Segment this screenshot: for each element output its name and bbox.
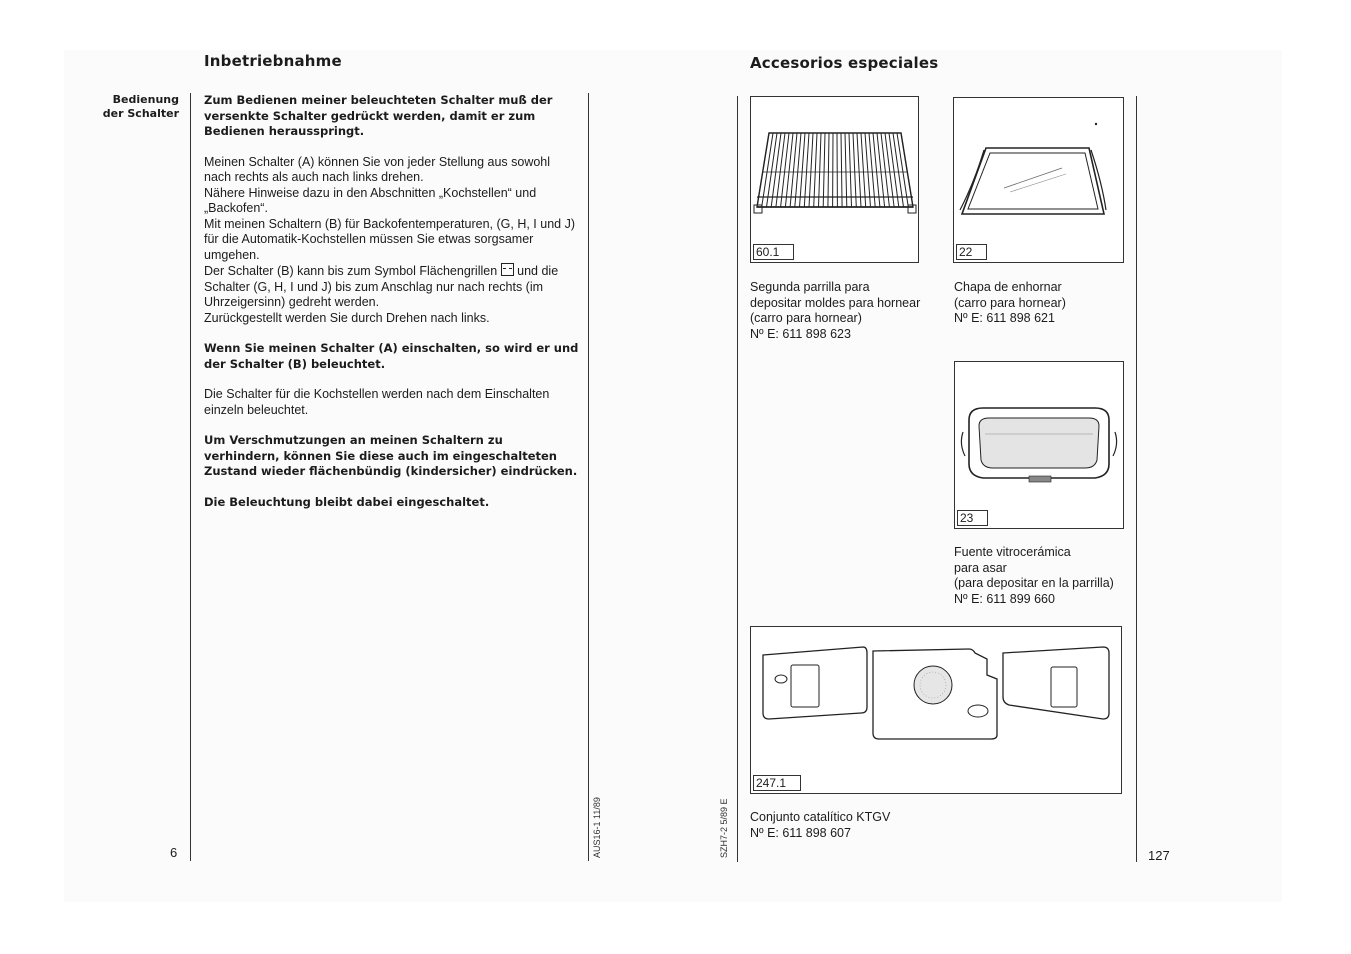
side-heading-line-1: Bedienung bbox=[112, 93, 179, 106]
caption-rack-line-1: Segunda parrilla para bbox=[750, 280, 870, 294]
caption-catalytic-line-2: Nº E: 611 898 607 bbox=[750, 825, 851, 840]
caption-dish-line-3: (para depositar en la parrilla) bbox=[954, 576, 1114, 590]
ceramic-dish-illustration bbox=[955, 362, 1123, 528]
right-right-rule bbox=[1136, 96, 1137, 862]
caption-catalytic-set bbox=[750, 810, 890, 841]
caption-tray-line-3: Nº E: 611 898 621 bbox=[954, 311, 1055, 325]
baking-tray-illustration bbox=[954, 98, 1123, 262]
paragraph-6: Die Schalter für die Kochstellen werden nach dem Einschalten einzeln beleuchtet. bbox=[204, 387, 550, 417]
right-page-number: 127 bbox=[1148, 848, 1170, 863]
caption-tray-line-2: (carro para hornear) bbox=[954, 295, 1066, 310]
caption-catalytic-line-1: Conjunto catalítico KTGV bbox=[750, 810, 891, 824]
caption-tray bbox=[954, 280, 1066, 327]
paragraph-4 bbox=[204, 263, 580, 311]
right-doc-code: SZH7-2 5/89 E bbox=[719, 798, 729, 858]
caption-rack-line-4: Nº E: 611 898 623 bbox=[750, 326, 851, 341]
caption-tray-line-1: Chapa de enhornar bbox=[954, 280, 1062, 294]
paragraph-2: Nähere Hinweise dazu in den Abschnitten „Kochstellen“ und „Backofen“. bbox=[204, 185, 537, 215]
left-page-number: 6 bbox=[170, 845, 178, 860]
paragraph-4a: Der Schalter (B) kann bis zum Symbol Flächengrillen bbox=[204, 264, 498, 278]
left-body bbox=[204, 93, 580, 510]
left-doc-code: AUS16-1 11/89 bbox=[592, 797, 602, 858]
caption-dish-line-1: Fuente vitrocerámica bbox=[954, 545, 1071, 559]
bold-paragraph-3: Um Verschmutzungen an meinen Schaltern zu verhindern, können Sie diese auch im eingeschalteten Zustand wieder flächenbündig (kindersicher) eindrücken. bbox=[204, 433, 578, 478]
bold-paragraph-4: Die Beleuchtung bleibt dabei eingeschaltet. bbox=[204, 494, 490, 509]
intro-bold: Zum Bedienen meiner beleuchteten Schalter muß der versenkte Schalter gedrückt werden, damit er zum Bedienen herausspringt. bbox=[204, 93, 553, 138]
paragraph-5: Zurückgestellt werden Sie durch Drehen nach links. bbox=[204, 310, 490, 325]
side-heading-line-2: der Schalter bbox=[102, 107, 179, 120]
caption-rack-line-3: (carro para hornear) bbox=[750, 311, 862, 325]
figure-catalytic-set bbox=[750, 626, 1122, 794]
caption-rack bbox=[750, 280, 920, 342]
right-margin-rule bbox=[737, 96, 738, 862]
figure-tray bbox=[953, 97, 1124, 263]
catalytic-panels-illustration bbox=[751, 627, 1121, 793]
figure-label-247-1: 247.1 bbox=[753, 775, 801, 791]
caption-dish-line-4: Nº E: 611 899 660 bbox=[954, 591, 1055, 606]
oven-rack-illustration bbox=[751, 97, 918, 262]
bold-paragraph-2: Wenn Sie meinen Schalter (A) einschalten, so wird er und der Schalter (B) beleuchtet. bbox=[204, 341, 579, 371]
caption-dish bbox=[954, 545, 1114, 607]
figure-rack bbox=[750, 96, 919, 263]
figure-dish bbox=[954, 361, 1124, 529]
caption-dish-line-2: para asar bbox=[954, 560, 1007, 575]
paragraph-4b: und die Schalter (G, H, I und J) bis zum Anschlag nur nach rechts (im Uhrzeigersinn) gedreht werden. bbox=[204, 264, 559, 309]
left-margin-rule bbox=[190, 93, 191, 861]
paragraph-3: Mit meinen Schaltern (B) für Backofentemperaturen, (G, H, I und J) für die Automatik-Kochstellen müssen Sie etwas sorgsamer umgehen. bbox=[204, 216, 575, 262]
paragraph-1: Meinen Schalter (A) können Sie von jeder Stellung aus sowohl nach rechts als auch nach links drehen. bbox=[204, 154, 551, 184]
right-page-title: Accesorios especiales bbox=[750, 54, 939, 72]
side-heading bbox=[80, 93, 179, 121]
figure-label-22: 22 bbox=[956, 244, 987, 260]
figure-label-23: 23 bbox=[957, 510, 988, 526]
left-right-rule bbox=[588, 93, 589, 861]
grill-symbol-icon bbox=[501, 263, 514, 276]
caption-rack-line-2: depositar moldes para hornear bbox=[750, 295, 921, 310]
left-page-title: Inbetriebnahme bbox=[204, 52, 342, 70]
figure-label-60-1: 60.1 bbox=[753, 244, 794, 260]
